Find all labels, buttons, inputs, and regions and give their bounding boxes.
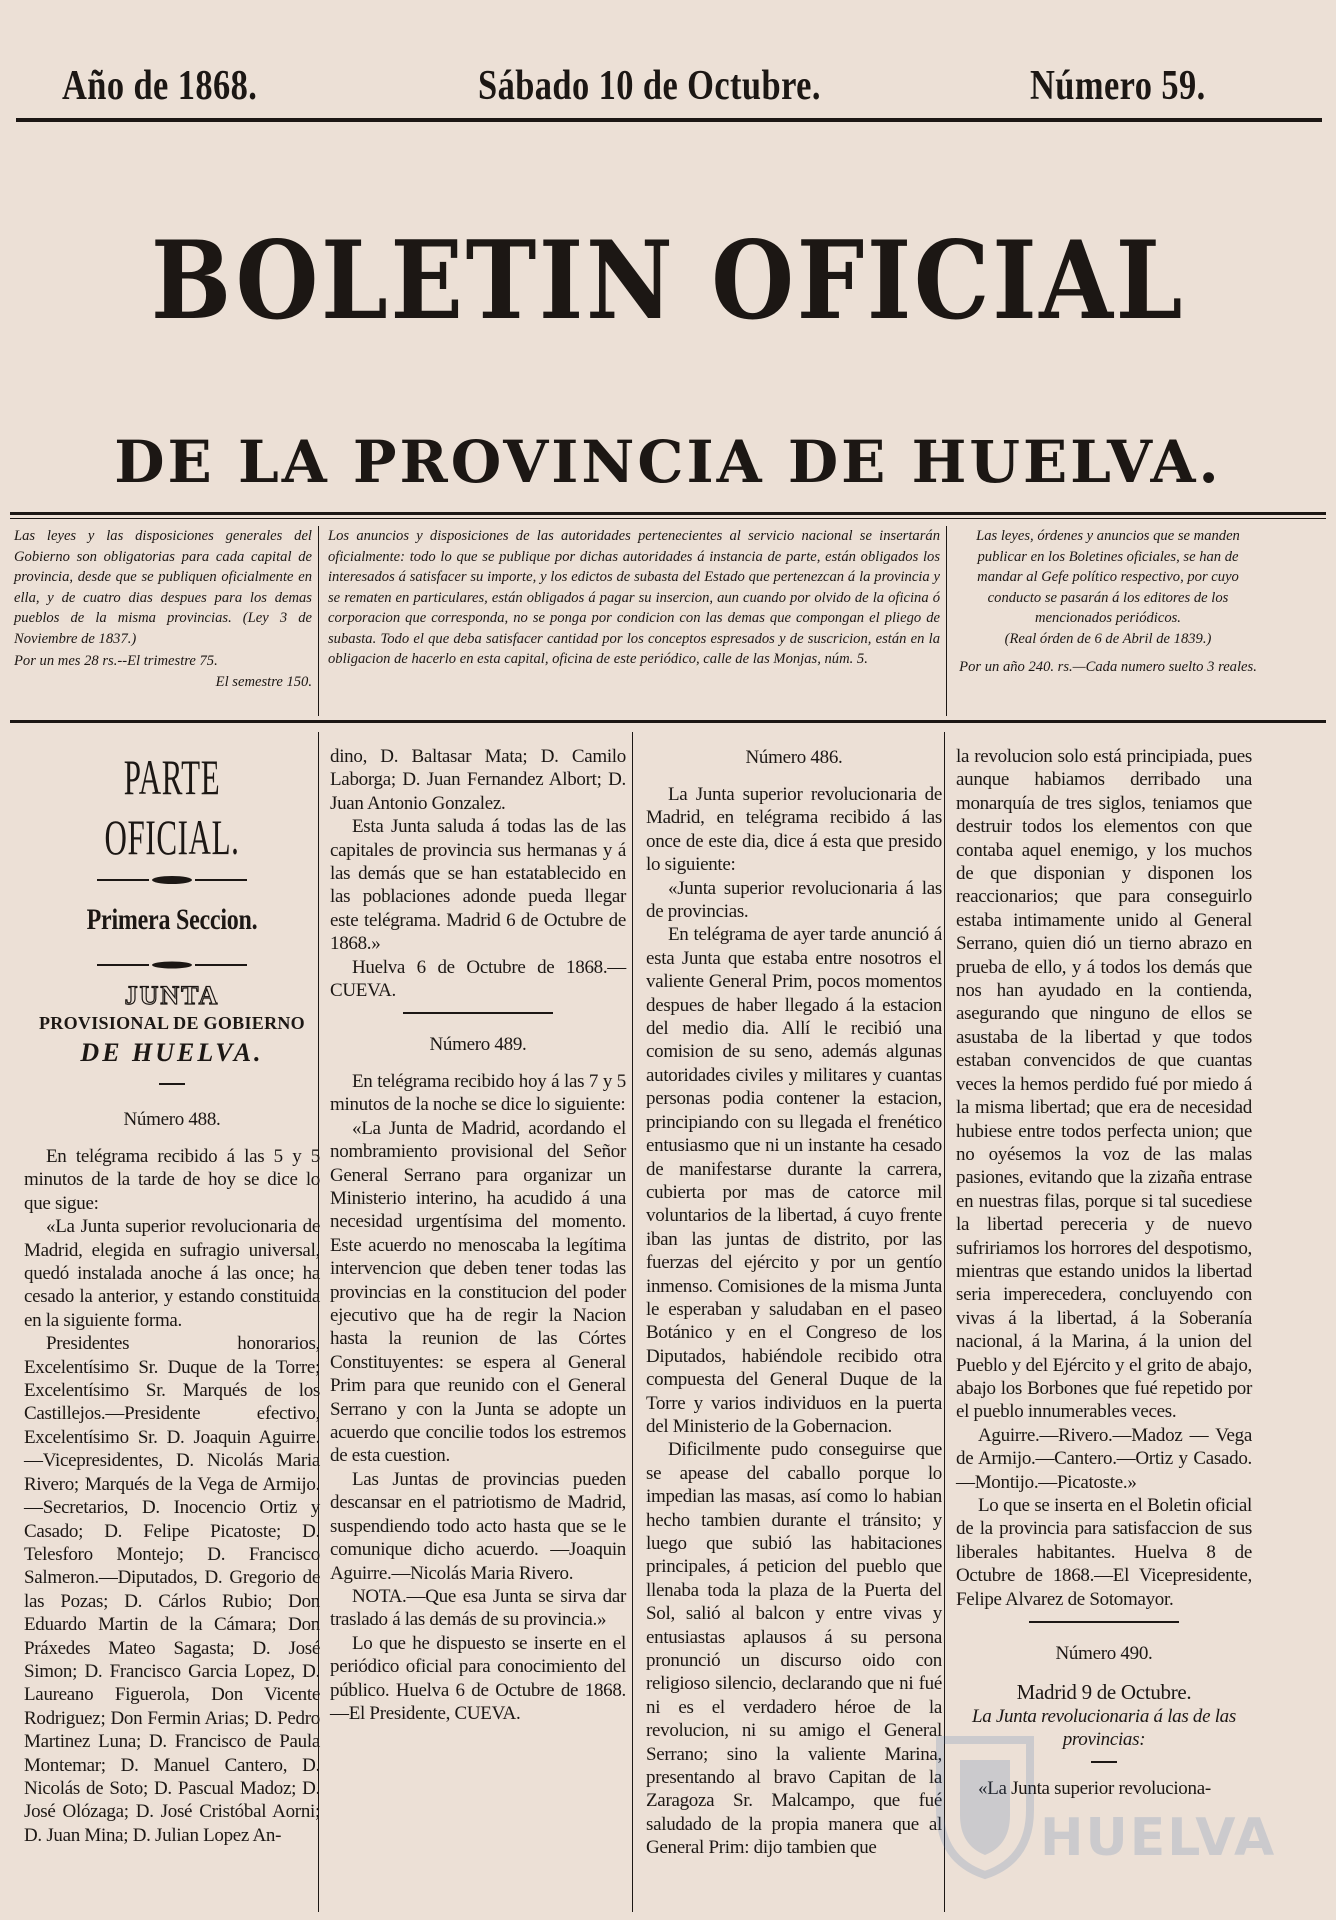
subsection-title: Primera Seccion. — [86, 903, 258, 936]
junta-title: JUNTA — [124, 981, 220, 1010]
column-divider-2 — [632, 732, 633, 1912]
address-line: La Junta revolucionaria á las de las provincias: — [972, 1705, 1236, 1750]
paragraph: «La Junta de Madrid, acordando el nombramiento provisional del Señor General Serrano para organizar un Ministerio interino, ha acudido á una necesidad urgentísima del momento. Este acuerdo no menoscaba la legítima intervencion que deben tener todas las provincias en la constitucion del poder ejecutivo que ha de regir la Nacion hasta la reunion de las Córtes Constituyentes: se espera al General Prim para que reunido con el General Serrano y con la Junta se adopte un acuerdo que concilie todos los estremos de esta cuestion. — [330, 1117, 626, 1467]
paragraph: Las Juntas de provincias pueden descansar en el patriotismo de Madrid, suspendiendo todo acto hasta que se le comunique dicho acuerdo. —Joaquin Aguirre.—Nicolás Maria Rivero. — [330, 1468, 626, 1584]
notice-orders-text: Las leyes, órdenes y anuncios que se manden publicar en los Boletines oficiales, se han de mandar al Gefe político respectivo, por cuyo conducto se pasarán á los editores de los mencionados periódicos. — [976, 528, 1240, 626]
paragraph: NOTA.—Que esa Junta se sirva dar traslado á las demás de su provincia.» — [330, 1585, 626, 1631]
paragraph: Dificilmente pudo conseguirse que se apease del caballo porque lo impedian las masas, así como lo habian hecho tambien durante el tránsito; y luego que subió las habitaciones principales, á peticion del pueblo que llenaba toda la plaza de la Puerta del Sol, salió al balcon y entre vivas y entusiastas aplausos á su persona pronunció un discurso oido con religioso silencio, declarando que ni fué ni es el verdadero héroe de la revolucion, ni su amigo el General Serrano; sino la valiente Marina, presentando al bravo Capitan de la Zaragoza Sr. Malcampo, que fué saludado de la propia manera que al General Prim: dijo tambien que — [646, 1439, 942, 1859]
paragraph: dino, D. Baltasar Mata; D. Camilo Laborga; D. Juan Fernandez Albort; D. Juan Antonio Gonzalez. — [330, 746, 626, 814]
notice-orders — [958, 526, 1258, 678]
issue-date: Sábado 10 de Octubre. — [478, 63, 821, 109]
notice-legal — [14, 526, 312, 692]
paragraph: En telégrama recibido hoy á las 7 y 5 minutos de la noche se dice lo siguiente: — [330, 1070, 626, 1116]
column-3 — [646, 745, 942, 1860]
signatories: Aguirre.—Rivero.—Madoz — Vega de Armijo.—Cantero.—Ortiz y Casado.—Montijo.—Picatoste.» — [956, 1424, 1252, 1493]
junta-place: DE HUELVA. — [80, 1038, 264, 1067]
notice-legal-text: Las leyes y las disposiciones generales del Gobierno son obligatorias para cada capital de provincia, desde que se publiquen oficialmente en ella, y de cuatro dias despues para los demas pueblos de la misma provincias. (Ley 3 de Noviembre de 1837.) — [14, 528, 312, 647]
column-1 — [24, 745, 320, 1847]
short-rule — [159, 1083, 185, 1085]
masthead-rule-thin — [10, 518, 1326, 519]
paragraph: En telégrama recibido á las 5 y 5 minutos de la tarde de hoy se dice lo que sigue: — [24, 1146, 320, 1214]
masthead-title: BOLETIN OFICIAL — [150, 218, 1186, 344]
paragraph: Lo que se inserta en el Boletin oficial de la provincia para satisfaccion de sus liberales habitantes. Huelva 8 de Octubre de 1868.—El Vicepresidente, Felipe Alvarez de Sotomayor. — [956, 1495, 1252, 1610]
paragraph: La Junta superior revolucionaria de Madrid, en telégrama recibido á las once de este dia, dice á esta que presido lo siguiente: — [646, 784, 942, 876]
notice-divider-2 — [946, 526, 947, 716]
column-2 — [330, 745, 626, 1725]
section-rule — [403, 1012, 553, 1014]
paragraph: Esta Junta saluda á todas las de las capitales de provincia sus hermanas y á las demás que se han estatablecido en las poblaciones adonde pueda llegar este telégrama. Madrid 6 de Octubre de 1868.» — [330, 816, 626, 955]
issue-year: Año de 1868. — [62, 63, 258, 109]
paragraph: Lo que he dispuesto se inserte en el periódico oficial para conocimiento del público. Huelva 6 de Octubre de 1868.—El Presidente, CUEVA. — [330, 1632, 626, 1724]
ornament-rule — [24, 955, 320, 973]
column-divider-3 — [944, 732, 945, 1912]
masthead-rule-top — [10, 512, 1326, 515]
dateline: Madrid 9 de Octubre. — [1016, 1679, 1192, 1704]
paragraph: la revolucion solo está principiada, pues aunque habiamos derribado una monarquía de tres siglos, teniamos que destruir todos los elementos con que contaba aquel enemigo, y los muchos de que disponian y disponen los reaccionarios; que para conseguirlo estaba intimamente unido al General Serrano, quien dió un tierno abrazo en prueba de ello, y á todos los demás que nos han ayudado en la contienda, asegurando que ninguno de ellos se asustaba de la libertad y que todos estaban convencidos de que cuantas veces la hemos perdido fué por miedo á la misma libertad; que era de necesidad hubiese entre todos perfecta union; que no oyésemos la voz de las malas pasiones, evitando que la zizaña entrase en nuestras filas, porque si tal sucediese la libertad pereceria y de nuevo sufririamos los horrores del despotismo, mientras que estando unidos la libertad seria imperecedera, concluyendo con vivas á la libertad, á la Soberanía nacional, á la Marina, á la union del Pueblo y del Ejército y el grito de abajo, abajo los Borbones que fué repetido por el pueblo innumerables veces. — [956, 746, 1252, 1423]
notice-semester-price: El semestre 150. — [215, 673, 312, 690]
masthead-subtitle: DE LA PROVINCIA DE HUELVA. — [114, 428, 1222, 496]
junta-subtitle: PROVISIONAL DE GOBIERNO — [39, 1013, 305, 1033]
decree-number: Número 488. — [123, 1109, 221, 1130]
notice-announcements-text: Los anuncios y disposiciones de las autoridades pertenecientes al servicio nacional se insertarán oficialmente: todo lo que se publique por dichas autoridades á instancia de parte, están obligados los interesados á satisfacer su importe, y los edictos de subasta del Estado que pertenezcan á la provincia y se rematen en particulares, están obligados á pagar su insercion, aun cuando por olvido de la oficina ó corporacion que corresponda, no se ponga por condicion con las demas que compongan el pliego de subasta. Todo el que deba satisfacer cantidad por los conceptos espresados y de suscricion, están en la obligacion de hacerlo en esta capital, oficina de este periódico, calle de las Monjas, núm. 5. — [328, 528, 940, 667]
notice-orders-price: Por un año 240. rs.—Cada numero suelto 3 reales. — [959, 659, 1257, 675]
notice-announcements — [328, 526, 940, 670]
decree-number: Número 490. — [1055, 1642, 1153, 1664]
paragraph: Presidentes honorarios, Excelentísimo Sr. Duque de la Torre; Excelentísimo Sr. Marqués de los Castillejos.—Presidente efectivo, Excelentísimo Sr. D. Joaquin Aguirre.—Vicepresidentes, D. Nicolás Maria Rivero; Marqués de la Vega de Armijo.—Secretarios, D. Inocencio Ortiz y Casado; D. Felipe Picatoste; D. Telesforo Montejo; D. Francisco Salmeron.—Diputados, D. Gregorio de las Pozas; D. Cárlos Rubio; Don Eduardo Martin de la Cámara; Don Práxedes Mateo Sagasta; D. José Simon; D. Francisco Garcia Lopez, D. Laureano Figuerola, Don Vicente Rodriguez; Don Fermin Arias; D. Pedro Martinez Luna; D. Francisco de Paula Montemar; D. Manuel Cantero, D. Nicolás de Soto; D. Pascual Madoz; D. José Olózaga; D. José Cristóbal Aorni; D. Juan Mina; D. Julian Lopez An- — [24, 1333, 320, 1846]
column-4 — [956, 745, 1252, 1801]
notice-subscription-price: Por un mes 28 rs.--El trimestre 75. — [14, 653, 218, 669]
notice-orders-ref: (Real órden de 6 de Abril de 1839.) — [1004, 630, 1212, 647]
paragraph: En telégrama de ayer tarde anunció á esta Junta que estaba entre nosotros el valiente General Prim, pocos momentos despues de haber llegado á la estacion del medio dia. Allí le recibió una comision de su seno, además algunas autoridades civiles y militares y cuantas personas podia contener la estacion, principiando con su llegada el frenético entusiasmo que ni un instante ha cesado de manifestarse durante la carrera, cubierta por mas de catorce mil voluntarios de la libertad, á cuyo frente iban las juntas de distrito, por las fuerzas del ejército y por un gentío inmenso. Comisiones de la misma Junta le esperaban y saludaban en el paseo Botánico y en el Congreso de los Diputados, habiéndole recibido otra compuesta del General Duque de la Torre y varios individuos en la puerta del Ministerio de la Gobernacion. — [646, 924, 942, 1437]
header-rule — [16, 118, 1322, 122]
decree-number: Número 489. — [429, 1033, 527, 1055]
notice-divider-1 — [318, 526, 319, 716]
paragraph: «Junta superior revolucionaria á las de provincias. — [646, 877, 942, 923]
paragraph: Huelva 6 de Octubre de 1868.—CUEVA. — [330, 956, 626, 1002]
issue-number: Número 59. — [1030, 63, 1206, 109]
ornament-rule — [24, 871, 320, 889]
paragraph: «La Junta superior revoluciona- — [978, 1778, 1211, 1800]
paragraph: «La Junta superior revolucionaria de Madrid, elegida en sufragio universal, quedó instalada anoche á las once; ha cesado la anterior, y estando constituida en la siguiente forma. — [24, 1216, 320, 1331]
notice-rule-bottom — [10, 720, 1326, 723]
section-rule — [1029, 1621, 1179, 1623]
watermark-text: HUELVA — [1040, 1808, 1277, 1868]
short-rule — [1091, 1761, 1117, 1763]
section-title: PARTE OFICIAL. — [104, 749, 240, 865]
decree-number: Número 486. — [745, 747, 843, 768]
